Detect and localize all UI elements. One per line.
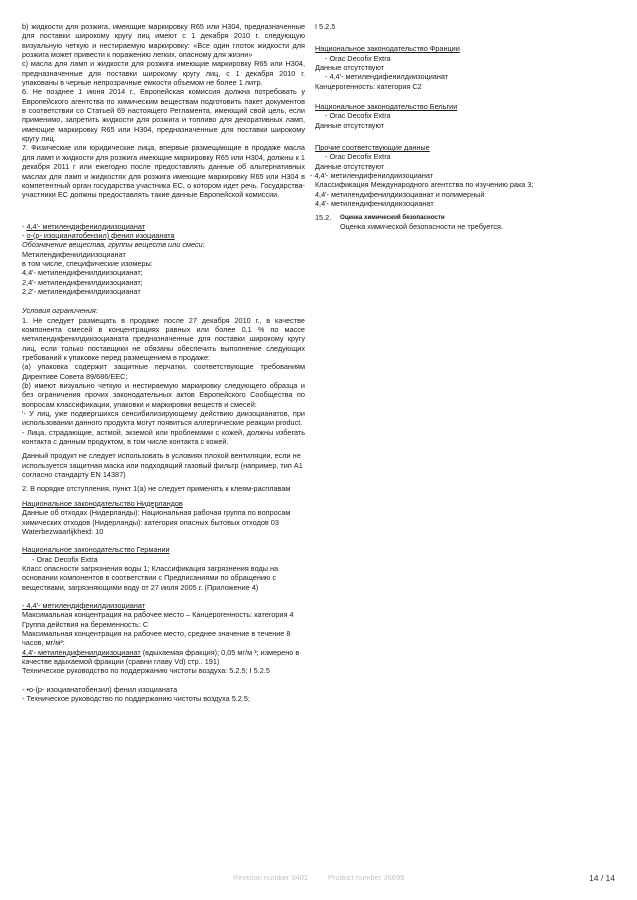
right-column xyxy=(310,22,615,231)
nl-heading: Национальное законодательство Нидерландов xyxy=(22,498,183,508)
other-mdi-2: 4,4'- метилендифенилдиизоцианат xyxy=(315,199,434,209)
paragraph-6: 6. Не позднее 1 июня 2014 г., Европейская комиссия должна потребовать у Европейского агентства по химическим веществам подготовить пакет документов в соответствии со Статьей 69 настоящего Регламента, имеющий свой цель, если применимо, запретить жидкости для розжига и топливо для декоративных ламп, имеющие маркировку R65 или H304, предназначенные для поставки широкому кругу лиц. xyxy=(22,87,305,144)
conditions-label: Условия ограничения: xyxy=(22,306,98,316)
isomer-1: 4,4'- метилендифенилдиизоцианат; xyxy=(22,268,143,278)
nl-text: Данные об отходах (Нидерланды): Национальная рабочая группа по вопросам химических отходов (Нидерланды): категория опасных бытовых отходов 03 Waterbezwaarlijkheid: 10 xyxy=(22,508,291,536)
de-heading: Национальное законодательство Германии xyxy=(22,545,170,555)
page-number: 14 / 14 xyxy=(589,873,615,883)
other-mdi: - 4,4'- метилендифенилдиизоцианат xyxy=(310,171,434,181)
be-product: - Orac Decofix Extra xyxy=(325,111,391,121)
other-iarc: Классификация Международного агентства по изучению рака 3; xyxy=(315,180,534,190)
condition-1: 1. Не следует размещать в продаже после 27 декабря 2010 г., в качестве компонента смесей в концентрациях равных или более 0,1 % по массе метилендифенилдиизоцианата предназначенные для поставки широкому кругу лиц, если только поставщики не обязаны обеспечить выполнение следующих требований к упаковке перед размещением в продаже: xyxy=(22,315,305,362)
left-column xyxy=(22,22,305,703)
condition-2: 2. В порядке отступления, пункт 1(a) не следует применять к клеям-расплавам xyxy=(22,484,291,494)
condition-warning-2: - Лица, страдающие, астмой, экземой или проблемами с кожей, должны избегать контакта с данным продуктом, в том числе контакта с кожей. xyxy=(22,427,305,447)
condition-warning-1: '- У лиц, уже подвергшихся сенсибилизирующему действию диизоцианатов, при использовании данного продукта могут появиться аллергические реакции product. xyxy=(22,409,305,428)
de-mdi-heading: - 4,4'- метилендифенилдиизоцианат xyxy=(22,600,146,610)
section-15-2 xyxy=(315,213,615,232)
be-heading: Национальное законодательство Бельгии xyxy=(315,102,458,112)
de-mdi-line-3: 4,4'- метилендифенилдиизоцианат (вдыхаемая фракция); 0,05 мг/м ³; измерено в качестве вдыхаемой фракции (сравни главу Vd) стр.. 191) xyxy=(22,647,300,666)
paragraph-7: 7. Физические или юридические лица, впервые размещающие в продаже масла для ламп и жидкости для розжига имеющие маркировку R65 или H304, должны к 1 декабря 2011 г или ежегодно после предоставлять данные об альтернативных маслах для ламп и жидкостях для розжига имеющие маркировку R65 или H304 в компетентный орган государства участника ЕС, о котором идет речь. Государства-участники ЕС должны предоставлять такие данные Европейской комиссии. xyxy=(22,143,305,200)
designation-label: Обозначение вещества, группы веществ или смеси: xyxy=(22,240,205,250)
ventilation-text: Данный продукт не следует использовать в условиях плохой вентиляции, если не используется защитная маска или подходящий газовый фильтр (например, тип A1 согласно стандарту EN 14387) xyxy=(22,451,303,480)
substance-heading-2: - o-(p- изоцианатобензил) фенил изоцианата xyxy=(22,230,175,240)
revision-number: Revision number 0401 xyxy=(233,873,309,882)
fr-mdi: - 4,4'- метилендифенилдиизоцианат xyxy=(325,72,449,82)
continued-ref: I 5.2.5 xyxy=(315,22,336,31)
paragraph-c: c) масла для ламп и жидкости для розжига имеющие маркировку R65 или H304, предназначенные для поставки широкому кругу лиц, с 1 декабря 2010 г. упакованы в черные непрозрачные емкости объемом не более 1 литр. xyxy=(22,59,305,88)
other-none: Данные отсутствуют xyxy=(315,161,385,171)
de-mdi-line-1: Максимальная концентрация на рабочее место – Канцерогенность: категория 4 Группа действия на беременность: C xyxy=(22,610,294,629)
de-mdi-line-4: Техническое руководство по поддержанию чистоты воздуха: 5.2.5; I 5.2.5 xyxy=(22,666,270,676)
other-heading: Прочие соответствующие данные xyxy=(315,143,430,153)
section-text: Оценка химической безопасности не требуется. xyxy=(340,221,503,231)
product-number: Product number 36699 xyxy=(328,873,405,882)
fr-product: - Orac Decofix Extra xyxy=(325,53,391,63)
de-product: - Orac Decofix Extra xyxy=(32,554,98,564)
fr-carc: Канцерогенность: категория C2 xyxy=(315,81,422,91)
isomer-3: 2,2'- метилендифенилдиизоцианат xyxy=(22,286,141,296)
be-none: Данные отсутствуют xyxy=(315,120,385,130)
condition-a: (a) упаковка содержит защитные перчатки, соответствующие требованиям Директиве Совета 89/686/EEC; xyxy=(22,362,305,381)
substance-heading-1: - 4,4'- метилендифенилдиизоцианат xyxy=(22,221,146,231)
fr-heading: Национальное законодательство Франции xyxy=(315,44,460,54)
isomer-2: 2,4'- метилендифенилдиизоцианат; xyxy=(22,277,143,287)
paragraph-b: b) жидкости для розжига, имеющие маркировку R65 или H304, предназначенные для поставки широкому кругу лиц имеют с 1 декабря 2010 г. следующую визуальную четкую и нестираемую маркировку: «Все один глоток жидкости для розжига может привести к поражению легких, опасному для жизни» xyxy=(22,22,305,60)
section-title: Оценка химической безопасности xyxy=(340,213,445,221)
other-poly: 4,4'- метилендифенилдиизоцианат и полимерный xyxy=(315,189,485,199)
condition-b: (b) имеют визуально четкую и нестираемую маркировку следующего образца и без ограничения прочих законодательных актов Европейского Сообщества по вопросам классификации, упаковки и маркировки веществ и смесей: xyxy=(22,381,305,409)
de-text: Класс опасности загрязнения воды 1; Классификация загрязнения воды на основании компонентов в соответствии с Предписаниями по обращению с веществами, загрязняющими воду от 27 июля 2005 г. (Приложение 4) xyxy=(22,563,279,592)
isomers-intro: в том числе, специфические изомеры: xyxy=(22,258,153,268)
other-product: - Orac Decofix Extra xyxy=(325,152,391,162)
de-o-heading: - •o-(p- изоцианатобензил) фенил изоцианата xyxy=(22,684,178,694)
de-mdi-line-2: Максимальная концентрация на рабочее место, среднее значение в течение 8 часов, мг/м³: xyxy=(22,628,291,648)
fr-none: Данные отсутствуют xyxy=(315,63,385,73)
mdi-name: Метилендифенилдиизоцианат xyxy=(22,249,126,259)
de-o-text: - Техническое руководство по поддержанию чистоты воздуха 5.2.5; xyxy=(22,694,250,703)
section-number: 15.2. xyxy=(315,212,332,222)
page-footer xyxy=(0,873,637,885)
